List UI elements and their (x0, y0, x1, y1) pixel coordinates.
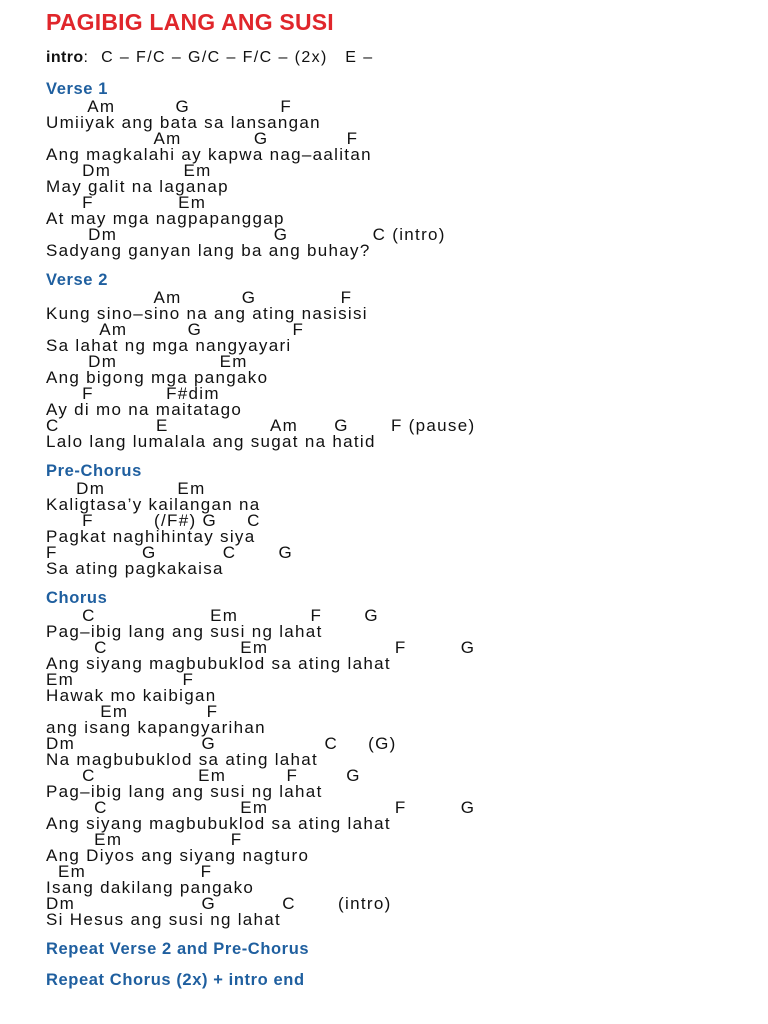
section-heading: Pre-Chorus (46, 462, 142, 480)
lyric-line: Ang siyang magbubuklod sa ating lahat (46, 814, 391, 833)
lyric-line: Sa ating pagkakaisa (46, 559, 224, 578)
section-heading: Verse 2 (46, 271, 109, 289)
lyric-line: Ang siyang magbubuklod sa ating lahat (46, 654, 391, 673)
lyric-line: At may mga nagpapanggap (46, 209, 285, 228)
lyric-line: Isang dakilang pangako (46, 878, 255, 897)
chord-line: Dm G C (intro) (46, 225, 446, 244)
chord-line: Dm G C (intro) (46, 894, 392, 913)
lyric-line: Kaligtasa’y kailangan na (46, 495, 261, 514)
intro-chords: : C – F/C – G/C – F/C – (2x) E – (83, 49, 374, 66)
chord-line: C Em F G (46, 606, 379, 625)
chord-sheet (46, 8, 761, 990)
chord-line: Em F (46, 862, 213, 881)
chord-line: Am G F (46, 97, 293, 116)
chord-line: Dm Em (46, 479, 206, 498)
lyric-line: Kung sino–sino na ang ating nasisisi (46, 304, 368, 323)
chord-line: Em F (46, 670, 195, 689)
section-verse-1 (46, 80, 761, 259)
lyric-line: Ang Diyos ang siyang nagturo (46, 846, 310, 865)
lyric-line: Na magbubuklod sa ating lahat (46, 750, 319, 769)
chord-line: C Em F G (46, 766, 361, 785)
repeat-notes (46, 940, 761, 990)
lyric-line: Pag–ibig lang ang susi ng lahat (46, 782, 323, 801)
chord-line: Em F (46, 702, 219, 721)
chord-line: F G C G (46, 543, 294, 562)
chord-line: C Em F G (46, 638, 476, 657)
chord-line: F Em (46, 193, 207, 212)
section-heading: Chorus (46, 589, 108, 607)
chord-line: F F#dim (46, 384, 220, 403)
lyric-line: ang isang kapangyarihan (46, 718, 266, 737)
chord-line: Dm Em (46, 161, 212, 180)
section-verse-2 (46, 271, 761, 450)
lyric-line: Pag–ibig lang ang susi ng lahat (46, 622, 323, 641)
lyric-line: Sadyang ganyan lang ba ang buhay? (46, 241, 371, 260)
lyric-line: Lalo lang lumalala ang sugat na hatid (46, 432, 376, 451)
lyric-line: Sa lahat ng mga nangyayari (46, 336, 292, 355)
lyric-line: Hawak mo kaibigan (46, 686, 217, 705)
chord-line: C Em F G (46, 798, 476, 817)
lyric-line: Umiiyak ang bata sa lansangan (46, 113, 321, 132)
repeat-instruction: Repeat Verse 2 and Pre-Chorus (46, 940, 310, 958)
lyric-line: Ay di mo na maitatago (46, 400, 243, 419)
lyric-line: Si Hesus ang susi ng lahat (46, 910, 282, 929)
intro-label: intro (46, 49, 84, 66)
lyric-line: May galit na laganap (46, 177, 229, 196)
song-title: PAGIBIG LANG ANG SUSI (46, 9, 334, 35)
chord-line: Am G F (46, 320, 305, 339)
section-chorus (46, 589, 761, 928)
chord-line: Em F (46, 830, 243, 849)
intro-line (46, 48, 761, 68)
lyric-line: Ang magkalahi ay kapwa nag–aalitan (46, 145, 372, 164)
repeat-instruction: Repeat Chorus (2x) + intro end (46, 971, 305, 989)
section-pre-chorus (46, 462, 761, 577)
chord-line: Am G F (46, 288, 353, 307)
section-heading: Verse 1 (46, 80, 109, 98)
song-sections (46, 80, 761, 928)
chord-line: Dm G C (G) (46, 734, 397, 753)
chord-line: C E Am G F (pause) (46, 416, 476, 435)
lyric-line: Pagkat naghihintay siya (46, 527, 256, 546)
lyric-line: Ang bigong mga pangako (46, 368, 269, 387)
chord-line: F (/F#) G C (46, 511, 261, 530)
chord-line: Dm Em (46, 352, 248, 371)
chord-line: Am G F (46, 129, 359, 148)
